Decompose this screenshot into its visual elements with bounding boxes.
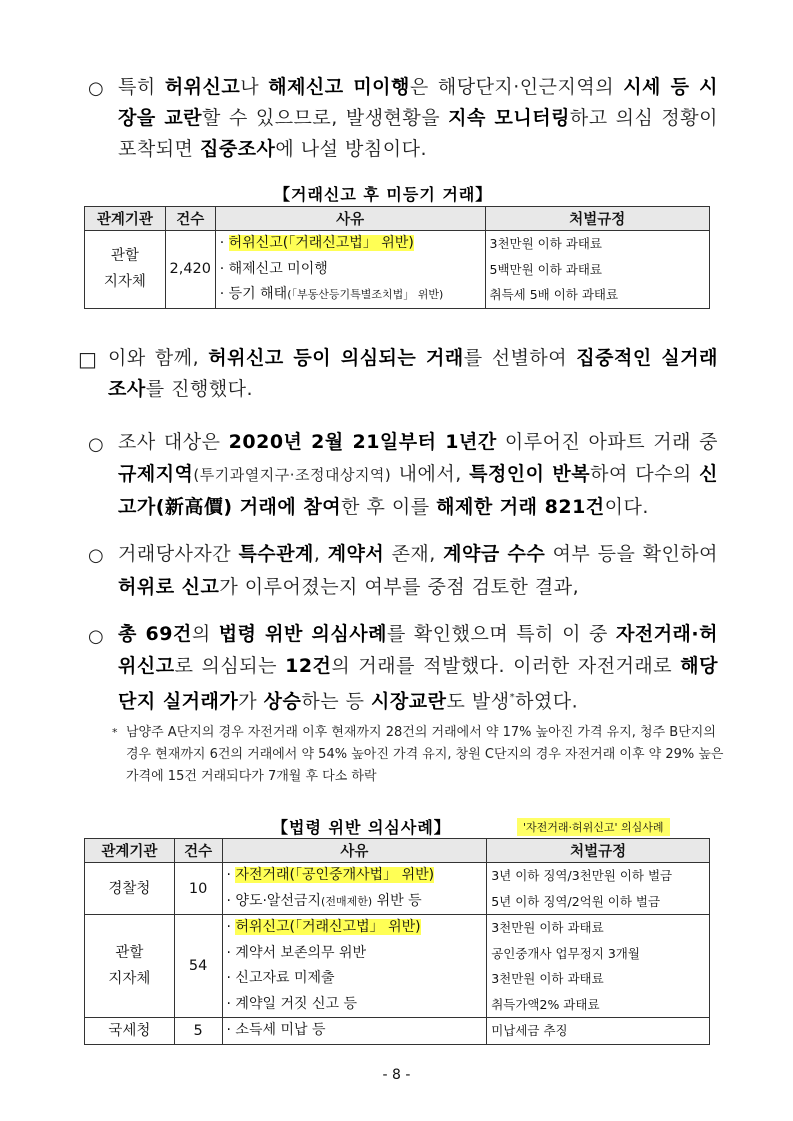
emphasis: 총 69건 xyxy=(118,623,192,645)
count-cell: 54 xyxy=(174,915,222,1018)
emphasis: 허위로 신고 xyxy=(118,576,220,598)
emphasis: 허위신고 xyxy=(164,76,241,98)
emphasis: 집중조사 xyxy=(199,138,276,160)
text-segment: 하고 의심 정황이 포착되면 xyxy=(118,107,718,160)
text-segment: 를 진행했다. xyxy=(145,378,254,400)
emphasis: 계약서 xyxy=(327,543,385,565)
emphasis: 특정인이 반복 xyxy=(469,463,591,485)
footnote-text: 남양주 A단지의 경우 자전거래 이후 현재까지 28건의 거래에서 약 17% 높아진 가격 유지, 청주 B단지의 경우 현재까지 6건의 거래에서 약 54% 높아진 가격 유지, 창원 C단지의 경우 자전거래 이후 약 29% 높은 가격에 15건 거래되다가 7개월 후 다소 하락 xyxy=(126,725,724,784)
count-cell: 5 xyxy=(174,1018,222,1045)
emphasis: 규제지역 xyxy=(118,463,194,485)
table-unregistered-transactions xyxy=(84,206,710,309)
text-segment: 나 xyxy=(240,76,269,98)
reason-item xyxy=(220,231,481,257)
reason-suffix: (「부동산등기특별조치법」 위반) xyxy=(287,288,444,301)
penalty-item: 미납세금 추징 xyxy=(491,1023,568,1038)
reason-highlight: 자전거래(「공인중개사법」 위반) xyxy=(235,867,435,883)
table-row xyxy=(85,231,710,309)
reason-item xyxy=(227,966,483,992)
emphasis: 자전거래·허위신고 xyxy=(118,623,718,677)
penalty-item: 5백만원 이하 과태료 xyxy=(489,261,602,277)
header-penalty: 처벌규정 xyxy=(487,839,710,863)
emphasis: 시장교란 xyxy=(371,690,447,713)
reason-item xyxy=(227,889,483,915)
agency-cell: 경찰청 xyxy=(85,863,175,915)
header-reason: 사유 xyxy=(222,839,487,863)
reason-prefix: · xyxy=(226,867,236,883)
emphasis: 특수관계 xyxy=(238,543,314,565)
reason-suffix: (전매제한) xyxy=(321,894,373,908)
text-segment: 조사 대상은 xyxy=(118,431,229,453)
text-segment: 도 발생 xyxy=(446,690,510,713)
table-row xyxy=(85,863,710,915)
agency-cell xyxy=(85,915,175,1018)
penalty-item: 3천만원 이하 과태료 xyxy=(491,920,604,935)
emphasis: 신고가(新高價) 거래에 참여 xyxy=(118,463,718,518)
text-segment: 내에서, xyxy=(391,463,470,485)
bullet-circle: ○ xyxy=(88,545,104,566)
table-title-violations: 【법령 위반 의심사례】 xyxy=(272,818,451,837)
text-segment: 를 확인했으며 특히 이 중 xyxy=(386,623,616,645)
text-segment: 가 xyxy=(238,690,264,713)
reason-prefix: · 해제신고 미이행 xyxy=(219,260,328,277)
header-penalty: 처벌규정 xyxy=(485,207,710,231)
table-title-unregistered: 【거래신고 후 미등기 거래】 xyxy=(274,185,493,204)
emphasis: 지속 모니터링 xyxy=(448,107,570,129)
agency-cell: 국세청 xyxy=(85,1018,175,1045)
footnote-marker: * xyxy=(509,692,516,703)
bullet-circle: ○ xyxy=(88,626,104,647)
reason-prefix: · 계약서 보존의무 위반 xyxy=(226,944,367,961)
reason-tail: 위반 등 xyxy=(372,892,422,909)
reason-item xyxy=(227,992,483,1018)
text-segment: 이다. xyxy=(604,496,649,518)
header-count: 건수 xyxy=(165,207,215,231)
text-segment: 특히 xyxy=(118,76,165,98)
reason-item xyxy=(227,863,483,889)
reason-item xyxy=(227,915,483,941)
paragraph-survey-target xyxy=(118,426,718,523)
header-reason: 사유 xyxy=(215,207,485,231)
table-violation-cases xyxy=(84,838,710,1045)
emphasis: 해제신고 미이행 xyxy=(268,76,410,98)
text-segment: 은 해당단지·인근지역의 xyxy=(409,76,624,98)
text-segment: , xyxy=(313,543,328,565)
penalty-cell xyxy=(487,863,710,915)
table-row xyxy=(85,915,710,1018)
count-cell: 2,420 xyxy=(165,231,215,309)
header-agency: 관계기관 xyxy=(85,207,166,231)
reason-prefix: · 신고자료 미제출 xyxy=(226,970,335,986)
footnote-star: * xyxy=(112,726,118,739)
text-segment: 의 거래를 적발했다. 이러한 자전거래로 xyxy=(331,655,681,677)
text-segment: 한 후 이를 xyxy=(341,496,437,518)
text-segment: 하여 다수의 xyxy=(590,463,700,485)
footnote xyxy=(112,722,724,788)
table-header-row xyxy=(85,839,710,863)
emphasis: 허위신고 등이 의심되는 거래 xyxy=(208,347,464,369)
penalty-cell xyxy=(485,231,710,309)
agency-name: 관할 지자체 xyxy=(108,945,151,987)
paragraph-intensive-survey xyxy=(108,343,718,405)
penalty-item: 취득세 5배 이하 과태료 xyxy=(489,287,619,302)
text-segment: 거래당사자간 xyxy=(118,543,239,565)
emphasis: 해제한 거래 821건 xyxy=(436,496,605,518)
reason-prefix: · 계약일 거짓 신고 등 xyxy=(226,995,357,1012)
emphasis: 집중적인 실거래 조사 xyxy=(108,347,718,400)
text-segment: 할 수 있으므로, 발생현황을 xyxy=(202,107,449,129)
reason-item xyxy=(227,941,483,967)
paragraph-monitoring xyxy=(118,72,718,165)
penalty-cell xyxy=(487,1018,710,1045)
text-segment: 의 xyxy=(191,623,219,645)
text-segment: 를 선별하여 xyxy=(463,347,577,369)
penalty-item: 3천만원 이하 과태료 xyxy=(491,971,604,986)
agency-cell xyxy=(85,231,166,309)
legend-highlight: '자전거래·허위신고' 의심사례 xyxy=(517,818,670,836)
header-count: 건수 xyxy=(174,839,222,863)
reason-item xyxy=(220,257,481,283)
count-cell: 10 xyxy=(174,863,222,915)
text-segment: 에 나설 방침이다. xyxy=(275,138,427,160)
emphasis: 상승 xyxy=(263,690,302,713)
reason-item xyxy=(227,1018,483,1044)
emphasis: 시세 등 시장을 교란 xyxy=(118,76,718,129)
reason-prefix: · 등기 해태 xyxy=(219,286,288,302)
penalty-cell xyxy=(487,915,710,1018)
reason-cell xyxy=(222,915,487,1018)
paragraph-review xyxy=(118,538,718,604)
emphasis: 12건 xyxy=(285,655,332,677)
text-segment: 이와 함께, xyxy=(108,347,209,369)
bullet-circle: ○ xyxy=(88,434,104,455)
table-header-row xyxy=(85,207,710,231)
reason-prefix: · xyxy=(219,235,229,251)
penalty-item: 공인중개사 업무정지 3개월 xyxy=(491,945,640,961)
bullet-square: □ xyxy=(78,347,97,371)
bullet-circle: ○ xyxy=(88,78,104,99)
emphasis: 법령 위반 의심사례 xyxy=(218,623,387,645)
reason-cell xyxy=(222,863,487,915)
agency-name: 관할 지자체 xyxy=(103,248,146,291)
reason-prefix: · 소득세 미납 등 xyxy=(226,1022,326,1038)
text-segment: 이루어진 아파트 거래 중 xyxy=(496,431,718,453)
reason-cell xyxy=(222,1018,487,1045)
text-segment: 여부 등을 확인하여 xyxy=(545,543,719,565)
reason-highlight: 허위신고(「거래신고법」 위반) xyxy=(235,919,421,935)
table-row xyxy=(85,1018,710,1045)
emphasis: 해당 단지 실거래가 xyxy=(118,655,718,713)
reason-prefix: · xyxy=(226,919,236,935)
paragraph-violations xyxy=(118,618,718,717)
reason-highlight: 허위신고(「거래신고법」 위반) xyxy=(228,235,414,251)
emphasis: 계약금 수수 xyxy=(443,543,546,565)
reason-prefix: · 양도·알선금지 xyxy=(226,892,322,909)
reason-item xyxy=(220,282,481,308)
text-segment: 로 의심되는 xyxy=(174,655,286,677)
penalty-item: 취득가액2% 과태료 xyxy=(491,996,600,1012)
text-segment: 가 이루어졌는지 여부를 중점 검토한 결과, xyxy=(219,576,580,598)
reason-cell xyxy=(215,231,485,309)
penalty-item: 3천만원 이하 과태료 xyxy=(489,236,602,251)
page-number: - 8 - xyxy=(382,1067,411,1083)
penalty-item: 5년 이하 징역/2억원 이하 벌금 xyxy=(491,893,661,909)
text-segment: 하는 등 xyxy=(301,690,372,713)
emphasis: 2020년 2월 21일부터 1년간 xyxy=(228,431,497,453)
header-agency: 관계기관 xyxy=(85,839,175,863)
text-segment: (투기과열지구·조정대상지역) xyxy=(193,466,392,484)
text-segment: 존재, xyxy=(384,543,444,565)
penalty-item: 3년 이하 징역/3천만원 이하 벌금 xyxy=(491,868,673,883)
text-segment: 하였다. xyxy=(515,690,579,713)
